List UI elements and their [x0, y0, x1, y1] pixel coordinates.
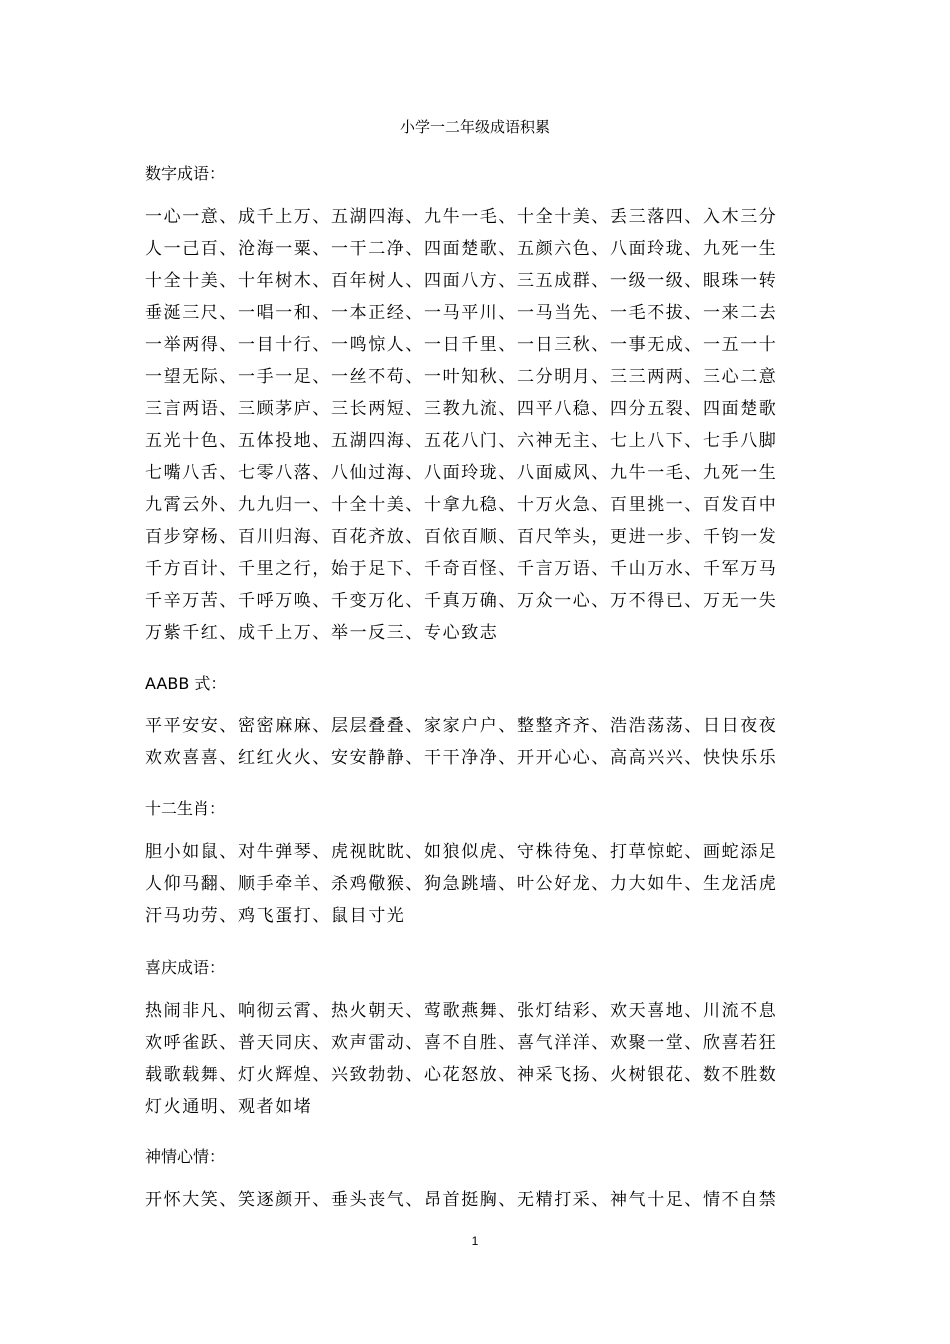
text-line: 千方百计、千里之行，始于足下、千奇百怪、千言万语、千山万水、千军万马: [145, 559, 778, 579]
text-line: 十全十美、十年树木、百年树人、四面八方、三五成群、一级一级、眼珠一转: [145, 271, 778, 291]
text-line: 开怀大笑、笑逐颜开、垂头丧气、昂首挺胸、无精打采、神气十足、情不自禁: [145, 1190, 778, 1210]
section-heading-emotion-idioms: 神情心情：: [145, 1147, 226, 1166]
page-number: 1: [471, 1234, 479, 1248]
text-line: 人仰马翻、顺手牵羊、杀鸡儆猴、狗急跳墙、叶公好龙、力大如牛、生龙活虎: [145, 874, 778, 894]
section-heading-festive-idioms: 喜庆成语：: [145, 958, 226, 977]
section-body-emotion-idioms: [145, 1184, 805, 1216]
text-line: 欢欢喜喜、红红火火、安安静静、干干净净、开开心心、高高兴兴、快快乐乐: [145, 748, 778, 768]
text-line: 垂涎三尺、一唱一和、一本正经、一马平川、一马当先、一毛不拔、一来二去: [145, 303, 778, 323]
text-line: 百步穿杨、百川归海、百花齐放、百依百顺、百尺竿头，更进一步、千钧一发: [145, 527, 778, 547]
text-line: 汗马功劳、鸡飞蛋打、鼠目寸光: [145, 906, 406, 926]
text-line: 一望无际、一手一足、一丝不苟、一叶知秋、二分明月、三三两两、三心二意: [145, 367, 778, 387]
text-line: 欢呼雀跃、普天同庆、欢声雷动、喜不自胜、喜气洋洋、欢聚一堂、欣喜若狂: [145, 1033, 778, 1053]
section-body-number-idioms: [145, 201, 805, 649]
text-line: 万紫千红、成千上万、举一反三、专心致志: [145, 623, 499, 643]
section-heading-zodiac: 十二生肖：: [145, 799, 226, 818]
section-body-zodiac: [145, 836, 805, 932]
text-line: 人一己百、沧海一粟、一干二净、四面楚歌、五颜六色、八面玲珑、九死一生: [145, 239, 778, 259]
text-line: 载歌载舞、灯火辉煌、兴致勃勃、心花怒放、神采飞扬、火树银花、数不胜数: [145, 1065, 778, 1085]
text-line: 三言两语、三顾茅庐、三长两短、三教九流、四平八稳、四分五裂、四面楚歌: [145, 399, 778, 419]
text-line: 千辛万苦、千呼万唤、千变万化、千真万确、万众一心、万不得已、万无一失: [145, 591, 778, 611]
page-title: 小学一二年级成语积累: [399, 118, 550, 136]
text-line: 平平安安、密密麻麻、层层叠叠、家家户户、整整齐齐、浩浩荡荡、日日夜夜: [145, 716, 778, 736]
text-line: 一举两得、一目十行、一鸣惊人、一日千里、一日三秋、一事无成、一五一十: [145, 335, 778, 355]
text-line: 七嘴八舌、七零八落、八仙过海、八面玲珑、八面威风、九牛一毛、九死一生: [145, 463, 778, 483]
text-line: 热闹非凡、响彻云霄、热火朝天、莺歌燕舞、张灯结彩、欢天喜地、川流不息: [145, 1001, 778, 1021]
text-line: 九霄云外、九九归一、十全十美、十拿九稳、十万火急、百里挑一、百发百中: [145, 495, 778, 515]
text-line: 一心一意、成千上万、五湖四海、九牛一毛、十全十美、丢三落四、入木三分: [145, 207, 778, 227]
section-body-festive-idioms: [145, 995, 805, 1123]
text-line: 灯火通明、观者如堵: [145, 1097, 313, 1117]
text-line: 五光十色、五体投地、五湖四海、五花八门、六神无主、七上八下、七手八脚: [145, 431, 778, 451]
section-body-aabb: [145, 710, 805, 774]
section-heading-number-idioms: 数字成语：: [145, 164, 226, 183]
section-heading-aabb: AABB 式：: [145, 674, 227, 693]
text-line: 胆小如鼠、对牛弹琴、虎视眈眈、如狼似虎、守株待兔、打草惊蛇、画蛇添足: [145, 842, 778, 862]
